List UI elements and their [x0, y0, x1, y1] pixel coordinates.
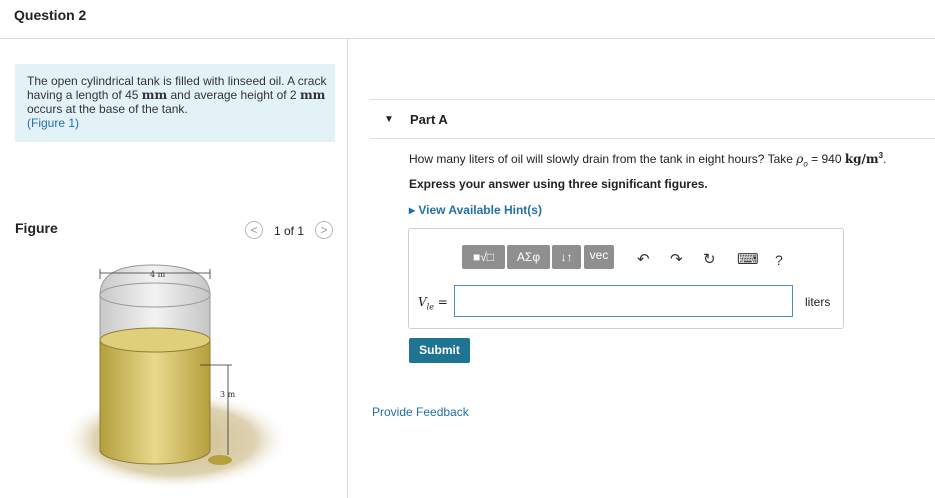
- problem-statement: [27, 74, 327, 130]
- answer-instructions: Express your answer using three significant figures.: [409, 177, 708, 191]
- question-text-3: .: [883, 152, 887, 166]
- density-unit: kg/m: [844, 152, 879, 166]
- undo-icon[interactable]: ↶: [637, 251, 650, 268]
- oil-surface: [100, 328, 210, 352]
- width-dimension-label: 4 m: [150, 270, 166, 279]
- part-label[interactable]: Part A: [410, 112, 448, 127]
- next-figure-button[interactable]: >: [315, 221, 333, 239]
- variable-symbol: V: [418, 295, 427, 309]
- problem-text-2: and average height of 2: [167, 88, 300, 102]
- reset-icon[interactable]: ↻: [703, 251, 716, 268]
- redo-icon[interactable]: ↷: [670, 251, 683, 268]
- keyboard-icon[interactable]: ⌨: [737, 251, 759, 268]
- height-dimension-label: 3 m: [220, 390, 236, 399]
- greek-symbols-button[interactable]: ΑΣφ: [507, 245, 550, 269]
- answer-input[interactable]: [454, 285, 793, 317]
- submit-button[interactable]: Submit: [409, 338, 470, 363]
- unit-mm: mm: [299, 88, 326, 102]
- provide-feedback-link[interactable]: Provide Feedback: [372, 405, 469, 419]
- problem-text-1: The open cylindrical tank is filled with linseed oil. A crack having a length of 45: [27, 74, 327, 102]
- templates-button[interactable]: ■√□: [462, 245, 505, 269]
- rho-subscript: o: [803, 159, 808, 169]
- view-hints-link[interactable]: ▸ View Available Hint(s): [409, 203, 542, 217]
- density-exponent: 3: [878, 151, 884, 160]
- part-divider-bottom: [370, 138, 935, 139]
- figure-link[interactable]: (Figure 1): [27, 116, 80, 130]
- header-divider: [0, 38, 935, 39]
- answer-units: liters: [805, 295, 831, 309]
- unit-mm: mm: [141, 88, 168, 102]
- previous-figure-button[interactable]: <: [245, 221, 263, 239]
- tank-figure: [60, 255, 290, 495]
- figure-heading: Figure: [15, 220, 58, 236]
- vector-button[interactable]: vec: [584, 245, 614, 269]
- part-divider-top: [370, 99, 935, 100]
- part-collapse-caret-icon[interactable]: ▼: [384, 114, 394, 125]
- figure-pager: 1 of 1: [274, 224, 305, 238]
- variable-subscript: le: [426, 302, 434, 312]
- oil-fill: [100, 340, 210, 464]
- help-icon[interactable]: ?: [775, 252, 783, 268]
- part-question: [409, 151, 886, 168]
- question-title: Question 2: [14, 7, 87, 23]
- question-text-2: = 940: [807, 152, 845, 166]
- equals-sign: =: [433, 295, 448, 309]
- question-text-1: How many liters of oil will slowly drain from the tank in eight hours? Take: [409, 152, 797, 166]
- rho-symbol: ρ: [796, 152, 804, 166]
- oil-leak: [208, 455, 232, 465]
- problem-text-3: occurs at the base of the tank.: [27, 102, 188, 116]
- answer-variable: [418, 295, 448, 311]
- column-divider: [347, 39, 348, 498]
- sub-superscript-button[interactable]: ↓↑: [552, 245, 581, 269]
